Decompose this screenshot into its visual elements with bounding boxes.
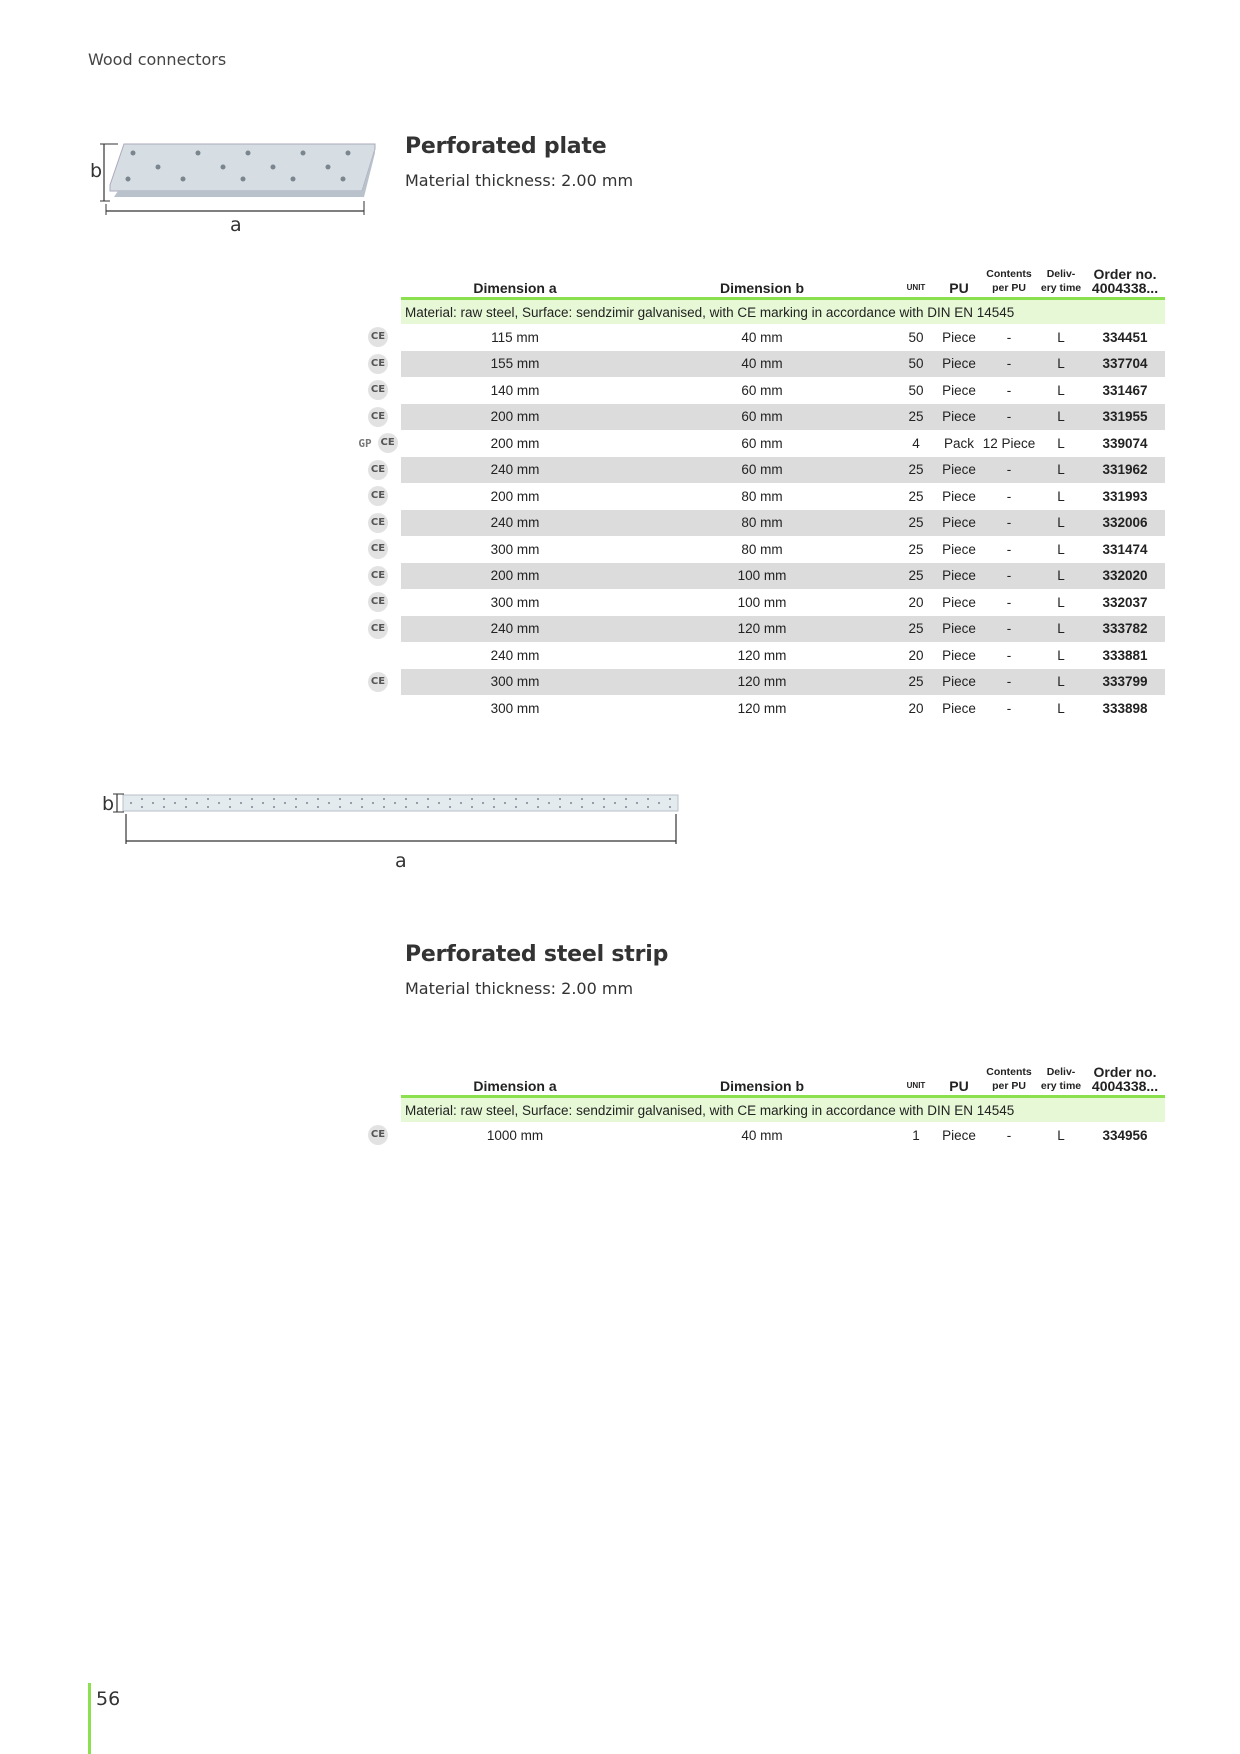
cell-dimension-b: 100 mm: [629, 563, 895, 590]
spec-table: [355, 255, 1165, 722]
cell-delivery: L: [1037, 404, 1085, 431]
cell-pu: Piece: [942, 594, 976, 610]
dimension-a-label: a: [395, 850, 407, 870]
cell-dimension-a: 200 mm: [490, 488, 540, 504]
cell-pu: Piece: [942, 382, 976, 398]
dimension-b-label: b: [90, 160, 103, 182]
cell-contents: -: [981, 404, 1037, 431]
header-delivery-time: Deliv- ery time: [1037, 255, 1085, 299]
header-pu: PU: [937, 255, 981, 299]
cell-order-no: 334956: [1102, 1127, 1148, 1143]
header-order-no: Order no. 4004338...: [1085, 255, 1165, 299]
ce-mark-icon: CE: [368, 460, 388, 480]
cell-dimension-b: 80 mm: [741, 488, 783, 504]
cell-pu: Piece: [937, 669, 981, 696]
table-row: [355, 457, 1165, 484]
cell-unit: 25: [908, 488, 924, 504]
cell-delivery: L: [1057, 435, 1065, 451]
cell-dimension-a: 1000 mm: [486, 1127, 544, 1143]
cell-unit: 1: [912, 1127, 920, 1143]
product-title: Perforated steel strip: [405, 942, 669, 967]
cell-delivery: L: [1037, 351, 1085, 378]
perforated-plate-drawing: [88, 135, 388, 235]
ce-mark-icon: CE: [368, 592, 388, 612]
cell-unit: 20: [908, 594, 924, 610]
table-row: [355, 536, 1165, 563]
cell-order-no: 339074: [1102, 435, 1148, 451]
cell-dimension-a: 240 mm: [401, 616, 629, 643]
cell-unit: 25: [895, 510, 937, 537]
cell-contents: -: [981, 563, 1037, 590]
cell-pu: Piece: [937, 351, 981, 378]
row-icons: [355, 669, 401, 696]
row-icons: [355, 483, 401, 510]
row-icons: [355, 1122, 401, 1149]
header-contents: Contents per PU: [981, 1053, 1037, 1097]
product-title: Perforated plate: [405, 134, 607, 159]
ce-mark-icon: CE: [368, 619, 388, 639]
cell-delivery: L: [1057, 594, 1065, 610]
page-number: 56: [96, 1688, 121, 1710]
table-row: [355, 616, 1165, 643]
material-text: Material: raw steel, Surface: sendzimir galvanised, with CE marking in accordance with DIN EN 14545: [401, 299, 1165, 325]
cell-dimension-a: 300 mm: [490, 700, 540, 716]
cell-unit: 25: [895, 563, 937, 590]
cell-dimension-b: 60 mm: [629, 404, 895, 431]
cell-order-no: 332006: [1085, 510, 1165, 537]
cell-pu: Piece: [942, 1127, 976, 1143]
cell-dimension-a: 240 mm: [401, 510, 629, 537]
cell-unit: 25: [895, 616, 937, 643]
cell-delivery: L: [1057, 541, 1065, 557]
ce-mark-icon: CE: [368, 354, 388, 374]
header-pu: PU: [937, 1053, 981, 1097]
table-row: [355, 695, 1165, 722]
material-row: [355, 299, 1165, 325]
section-label: Wood connectors: [88, 50, 227, 69]
cell-unit: 25: [908, 541, 924, 557]
header-icon-col: [355, 255, 401, 299]
header-delivery-time: Deliv- ery time: [1037, 1053, 1085, 1097]
cell-contents: -: [981, 616, 1037, 643]
cell-unit: 25: [895, 669, 937, 696]
ce-mark-icon: CE: [368, 486, 388, 506]
cell-order-no: 331955: [1085, 404, 1165, 431]
table-row: [355, 1122, 1165, 1149]
ce-mark-icon: CE: [368, 513, 388, 533]
page-number-bar: [88, 1683, 91, 1754]
row-icons: [355, 510, 401, 537]
cell-delivery: L: [1057, 488, 1065, 504]
ce-mark-icon: CE: [368, 1125, 388, 1145]
header-icon-col: [355, 1053, 401, 1097]
row-icons: [355, 695, 401, 722]
material-text: Material: raw steel, Surface: sendzimir galvanised, with CE marking in accordance with DIN EN 14545: [401, 1097, 1165, 1123]
cell-delivery: L: [1037, 457, 1085, 484]
header-unit: UNIT: [895, 1053, 937, 1097]
header-contents: Contents per PU: [981, 255, 1037, 299]
row-icons: [355, 404, 401, 431]
cell-dimension-b: 120 mm: [737, 700, 787, 716]
cell-delivery: L: [1037, 669, 1085, 696]
cell-contents: -: [1006, 382, 1012, 398]
table-row: [355, 430, 1165, 457]
cell-order-no: 331993: [1102, 488, 1148, 504]
table-row: [355, 377, 1165, 404]
cell-pu: Piece: [937, 616, 981, 643]
ce-mark-icon: CE: [378, 433, 398, 453]
row-icons: [355, 430, 401, 457]
cell-order-no: 334451: [1102, 329, 1148, 345]
cell-dimension-b: 120 mm: [629, 669, 895, 696]
cell-dimension-b: 40 mm: [741, 1127, 783, 1143]
cell-contents: 12 Piece: [982, 435, 1036, 451]
row-icons: [355, 589, 401, 616]
row-icons: [355, 351, 401, 378]
cell-order-no: 331474: [1102, 541, 1148, 557]
cell-pu: Piece: [937, 563, 981, 590]
cell-pu: Piece: [937, 510, 981, 537]
cell-dimension-a: 155 mm: [401, 351, 629, 378]
spec-table-body: [355, 1053, 1165, 1149]
ce-mark-icon: CE: [368, 566, 388, 586]
header-dimension-b: Dimension b: [629, 255, 895, 299]
cell-contents: -: [981, 457, 1037, 484]
row-icons: [355, 536, 401, 563]
cell-order-no: 333799: [1085, 669, 1165, 696]
ce-mark-icon: CE: [368, 672, 388, 692]
cell-dimension-a: 200 mm: [490, 435, 540, 451]
cell-dimension-a: 300 mm: [490, 594, 540, 610]
cell-delivery: L: [1057, 1127, 1065, 1143]
cell-dimension-a: 200 mm: [401, 404, 629, 431]
cell-unit: 50: [908, 329, 924, 345]
header-order-no: Order no. 4004338...: [1085, 1053, 1165, 1097]
cell-contents: -: [981, 351, 1037, 378]
cell-contents: -: [1006, 700, 1012, 716]
row-icons: [355, 324, 401, 351]
cell-order-no: 331467: [1102, 382, 1148, 398]
table-row: [355, 642, 1165, 669]
cell-dimension-b: 120 mm: [737, 647, 787, 663]
product-subtitle: Material thickness: 2.00 mm: [405, 171, 634, 190]
cell-contents: -: [981, 669, 1037, 696]
cell-order-no: 337704: [1085, 351, 1165, 378]
ce-mark-icon: CE: [368, 380, 388, 400]
row-icons: [355, 642, 401, 669]
cell-delivery: L: [1037, 563, 1085, 590]
cell-order-no: 333898: [1102, 700, 1148, 716]
cell-unit: 20: [908, 700, 924, 716]
table-header-row: [355, 255, 1165, 299]
cell-contents: -: [1006, 1127, 1012, 1143]
table-row: [355, 589, 1165, 616]
cell-pu: Piece: [942, 329, 976, 345]
row-icons: [355, 616, 401, 643]
header-dimension-b: Dimension b: [629, 1053, 895, 1097]
cell-dimension-b: 100 mm: [737, 594, 787, 610]
header-unit: UNIT: [895, 255, 937, 299]
cell-order-no: 333881: [1102, 647, 1148, 663]
cell-unit: 50: [895, 351, 937, 378]
row-icons: [355, 377, 401, 404]
cell-dimension-a: 240 mm: [490, 647, 540, 663]
ce-mark-icon: CE: [368, 407, 388, 427]
cell-contents: -: [1006, 647, 1012, 663]
table-row: [355, 510, 1165, 537]
gp-icon: GP: [358, 436, 372, 450]
cell-dimension-a: 300 mm: [490, 541, 540, 557]
cell-dimension-b: 60 mm: [741, 382, 783, 398]
cell-pu: Pack: [943, 435, 974, 451]
header-dimension-a: Dimension a: [401, 1053, 629, 1097]
cell-order-no: 333782: [1085, 616, 1165, 643]
cell-contents: -: [1006, 329, 1012, 345]
cell-dimension-b: 40 mm: [629, 351, 895, 378]
table-header-row: [355, 1053, 1165, 1097]
cell-contents: -: [981, 510, 1037, 537]
cell-pu: Piece: [942, 700, 976, 716]
cell-dimension-b: 60 mm: [741, 435, 783, 451]
spec-table-body: [355, 255, 1165, 722]
dimension-a-label: a: [230, 214, 242, 235]
cell-contents: -: [1006, 488, 1012, 504]
cell-order-no: 331962: [1085, 457, 1165, 484]
table-row: [355, 324, 1165, 351]
cell-unit: 50: [908, 382, 924, 398]
cell-dimension-b: 120 mm: [629, 616, 895, 643]
cell-order-no: 332020: [1085, 563, 1165, 590]
cell-unit: 20: [908, 647, 924, 663]
cell-delivery: L: [1057, 382, 1065, 398]
table-row: [355, 483, 1165, 510]
header-dimension-a: Dimension a: [401, 255, 629, 299]
row-icons: [355, 457, 401, 484]
table-row: [355, 669, 1165, 696]
perforated-strip-drawing: [98, 790, 688, 870]
cell-contents: -: [1006, 541, 1012, 557]
cell-pu: Piece: [937, 404, 981, 431]
cell-dimension-a: 300 mm: [401, 669, 629, 696]
cell-dimension-b: 80 mm: [629, 510, 895, 537]
dimension-b-label: b: [102, 793, 115, 815]
cell-dimension-a: 200 mm: [401, 563, 629, 590]
plate-shape: [110, 144, 375, 191]
table-row: [355, 563, 1165, 590]
cell-order-no: 332037: [1102, 594, 1148, 610]
spec-table: [355, 1053, 1165, 1149]
row-icons: [355, 563, 401, 590]
product-subtitle: Material thickness: 2.00 mm: [405, 979, 634, 998]
cell-delivery: L: [1057, 700, 1065, 716]
cell-dimension-a: 115 mm: [491, 329, 539, 345]
material-row: [355, 1097, 1165, 1123]
ce-mark-icon: CE: [368, 539, 388, 559]
cell-dimension-b: 40 mm: [741, 329, 783, 345]
table-row: [355, 404, 1165, 431]
cell-pu: Piece: [937, 457, 981, 484]
ce-mark-icon: CE: [368, 327, 388, 347]
cell-dimension-b: 80 mm: [741, 541, 783, 557]
cell-contents: -: [1006, 594, 1012, 610]
cell-pu: Piece: [942, 488, 976, 504]
cell-delivery: L: [1037, 616, 1085, 643]
cell-dimension-b: 60 mm: [629, 457, 895, 484]
cell-unit: 25: [895, 404, 937, 431]
cell-delivery: L: [1057, 329, 1065, 345]
cell-dimension-a: 140 mm: [490, 382, 540, 398]
strip-shape: [123, 795, 678, 811]
cell-pu: Piece: [942, 541, 976, 557]
table-row: [355, 351, 1165, 378]
cell-delivery: L: [1057, 647, 1065, 663]
cell-unit: 25: [895, 457, 937, 484]
cell-delivery: L: [1037, 510, 1085, 537]
cell-pu: Piece: [942, 647, 976, 663]
cell-dimension-a: 240 mm: [401, 457, 629, 484]
cell-unit: 4: [912, 435, 920, 451]
